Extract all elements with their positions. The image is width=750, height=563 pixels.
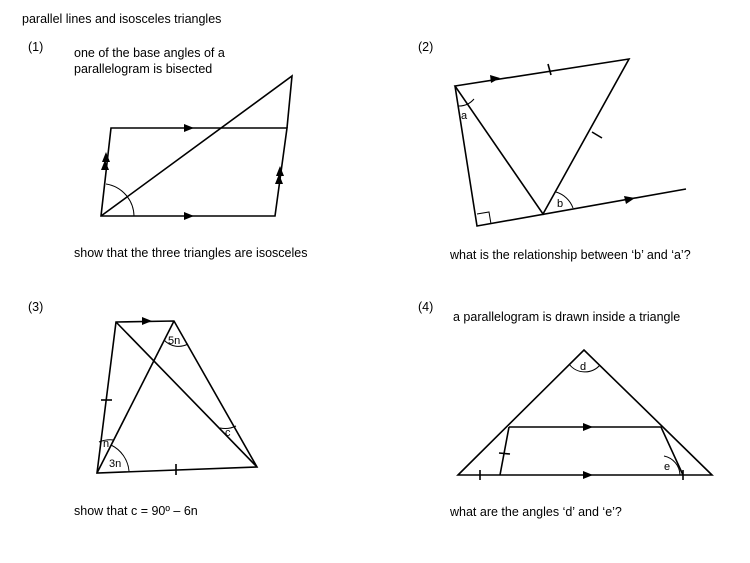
- diagram-3-label-n: n: [103, 438, 110, 450]
- diagram-2-triangle: [455, 59, 686, 226]
- diagram-3-arrow-top: [142, 317, 152, 325]
- problem-2-number: (2): [418, 40, 434, 54]
- diagram-2-right-angle-mark: [477, 212, 491, 224]
- diagram-4-parallelogram: [509, 427, 683, 475]
- problem-4-question: what are the angles ‘d’ and ‘e’?: [450, 505, 622, 519]
- problem-1-question: show that the three triangles are isosceles: [74, 246, 308, 260]
- diagram-2-label-a: a: [461, 110, 468, 122]
- diagram-1-angle-arc: [106, 184, 134, 216]
- diagram-2-tick-top: [548, 64, 551, 75]
- problem-1-intro-line-1: one of the base angles of a: [74, 46, 225, 60]
- diagram-4-label-e: e: [664, 461, 671, 473]
- diagram-4-label-d: d: [580, 361, 587, 373]
- problem-1-intro-line-2: parallelogram is bisected: [74, 62, 213, 76]
- problem-4-intro: a parallelogram is drawn inside a triangle: [453, 310, 681, 324]
- problem-1-number: (1): [28, 40, 44, 54]
- diagram-1-arrow-top: [184, 124, 194, 132]
- diagram-4-tick-left: [499, 453, 510, 454]
- diagram-4-arrow-top: [583, 423, 593, 431]
- diagram-3-label-5n: 5n: [168, 335, 181, 347]
- problem-3-number: (3): [28, 300, 44, 314]
- diagram-2-tick-right: [592, 132, 602, 138]
- problem-3-question: show that c = 90º – 6n: [74, 504, 198, 518]
- diagram-1-double-arrow-right-1: [276, 166, 284, 176]
- diagram-4-parallelogram-left: [500, 427, 509, 475]
- diagram-3-diagonal-1: [97, 321, 174, 473]
- problem-4-number: (4): [418, 300, 434, 314]
- problem-2-question: what is the relationship between ‘b’ and ‘a’?: [450, 248, 691, 262]
- diagram-4-arrow-bottom: [583, 471, 593, 479]
- diagram-3-label-3n: 3n: [109, 458, 122, 470]
- diagram-2-right-angle-line: [455, 86, 686, 226]
- diagram-2-arrow-bottom: [624, 196, 635, 204]
- diagram-2-label-b: b: [557, 198, 564, 210]
- diagram-3-quadrilateral: [97, 317, 257, 475]
- diagram-2-triangle-outline: [455, 59, 629, 214]
- page-title: parallel lines and isosceles triangles: [22, 12, 222, 26]
- diagram-1-parallelogram: [101, 76, 292, 220]
- diagram-1-arrow-bottom: [184, 212, 194, 220]
- diagram-3-label-c: c: [225, 427, 231, 439]
- diagram-4-triangle: [458, 350, 712, 480]
- diagram-1-bisector-line: [101, 76, 292, 216]
